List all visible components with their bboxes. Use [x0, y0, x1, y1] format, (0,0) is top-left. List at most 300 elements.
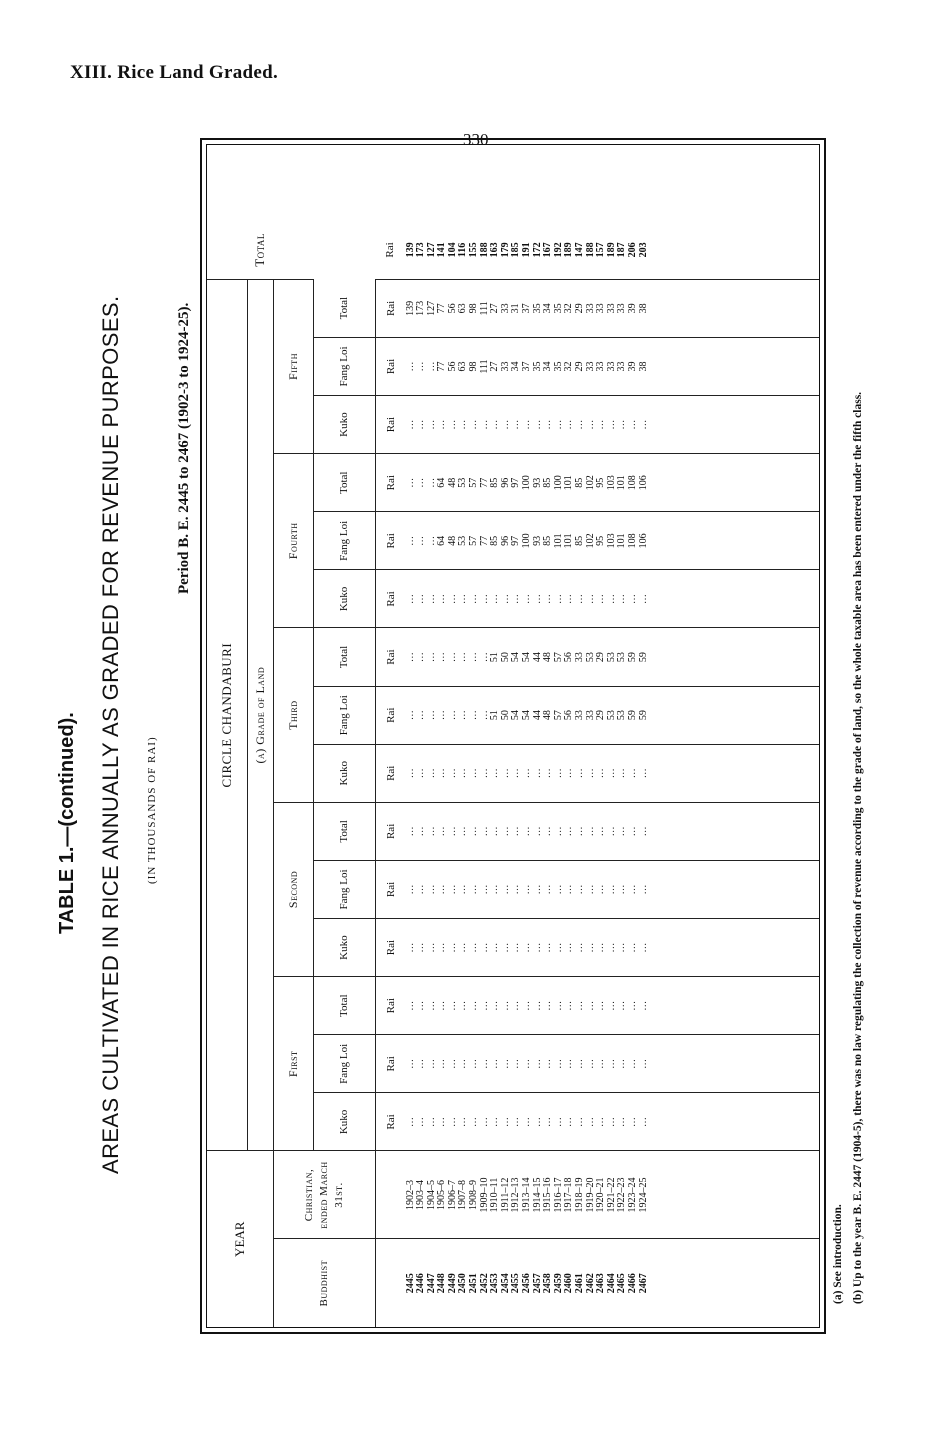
table-cell: 185: [510, 242, 522, 258]
table-cell: 54: [521, 652, 533, 663]
subcol-total-header: Total: [313, 628, 375, 686]
footnote-b: (b) Up to the year B. E. 2447 (1904-5), there was no law regulating the collection of revenue according to the grade of land, so the whole taxable area has been entered under the fifth class.: [852, 391, 864, 1304]
table-cell: 102: [584, 475, 596, 491]
table-cell: …: [499, 1058, 511, 1069]
table-cell: …: [436, 1116, 448, 1127]
table-cell: 139: [404, 242, 416, 258]
table-cell: …: [425, 361, 437, 372]
col-second-total: [406, 802, 820, 860]
table-cell: …: [521, 1058, 533, 1069]
subcol-fang-loi-header: Fang Loi: [313, 686, 375, 744]
subcol-fang-loi-header: Fang Loi: [313, 512, 375, 570]
table-cell: 106: [637, 475, 649, 491]
table-cell: …: [616, 1116, 628, 1127]
table-cell: 33: [584, 361, 596, 372]
table-cell: …: [446, 942, 458, 953]
table-cell: …: [542, 593, 554, 604]
table-cell: …: [510, 768, 522, 779]
table-cell: …: [415, 535, 427, 546]
table-cell: …: [605, 419, 617, 430]
table-cell: …: [468, 710, 480, 721]
table-cell: 2448: [436, 1273, 448, 1294]
table-cell: …: [436, 1000, 448, 1011]
unit-label: Rai: [375, 628, 406, 686]
table-cell: …: [574, 1000, 585, 1011]
table-cell: …: [499, 1116, 511, 1127]
table-cell: …: [415, 361, 427, 372]
table-cell: 93: [531, 477, 543, 488]
table-cell: 33: [595, 361, 607, 372]
table-cell: …: [563, 593, 575, 604]
table-cell: 33: [584, 303, 596, 314]
table-cell: …: [436, 884, 448, 895]
table-cell: 2462: [584, 1273, 596, 1294]
table-cell: 1904–5: [425, 1180, 437, 1210]
table-cell: …: [510, 1058, 522, 1069]
table-cell: 2449: [446, 1273, 458, 1294]
table-cell: 127: [425, 242, 437, 258]
table-cell: …: [478, 710, 490, 721]
unit-label: Rai: [375, 1093, 406, 1151]
table-cell: …: [425, 1116, 437, 1127]
table-cell: 1910–11: [489, 1177, 501, 1213]
col-fourth-kuko: [406, 570, 820, 628]
table-cell: …: [626, 419, 638, 430]
grade-header: (a) Grade of Land: [247, 279, 273, 1151]
table-cell: …: [584, 884, 596, 895]
unit-label: Rai: [375, 337, 406, 395]
table-cell: 77: [436, 303, 448, 314]
table-cell: …: [415, 884, 427, 895]
table-cell: 2453: [489, 1273, 501, 1294]
unit-label: Rai: [375, 454, 406, 512]
table-cell: …: [446, 593, 458, 604]
table-cell: …: [478, 652, 490, 663]
table-cell: 95: [595, 477, 607, 488]
table-cell: 31: [510, 303, 522, 314]
table-cell: 48: [446, 477, 458, 488]
section-header: XIII. Rice Land Graded.: [70, 62, 279, 83]
table-cell: 2467: [637, 1273, 649, 1294]
table-cell: …: [637, 593, 649, 604]
year-header: YEAR: [207, 1151, 273, 1327]
main-title: AREAS CULTIVATED IN RICE ANNUALLY AS GRADED FOR REVENUE PURPOSES.: [98, 295, 123, 1174]
table-cell: …: [457, 826, 469, 837]
table-cell: 2455: [510, 1273, 522, 1294]
table-cell: …: [616, 1000, 628, 1011]
table-cell: …: [637, 1116, 649, 1127]
table-cell: …: [521, 1000, 533, 1011]
col-fifth-total: [406, 279, 820, 337]
table-cell: …: [425, 652, 437, 663]
table-cell: 1902–3: [404, 1180, 416, 1210]
circle-header: CIRCLE CHANDABURI: [207, 279, 247, 1151]
table-cell: …: [574, 1058, 585, 1069]
subcol-fang-loi-header: Fang Loi: [313, 1035, 375, 1093]
col-third-kuko: [406, 744, 820, 802]
grand-total-column: [406, 221, 820, 279]
table-cell: …: [531, 826, 543, 837]
table-cell: …: [552, 884, 564, 895]
table-cell: …: [404, 535, 416, 546]
table-cell: …: [510, 1116, 522, 1127]
table-cell: 173: [415, 300, 427, 316]
table-cell: …: [531, 768, 543, 779]
table-cell: …: [415, 942, 427, 953]
table-cell: …: [595, 1058, 607, 1069]
table-cell: …: [446, 884, 458, 895]
unit-label: Rai: [375, 512, 406, 570]
table-cell: 1909–10: [478, 1177, 490, 1213]
table-cell: 53: [457, 477, 469, 488]
table-cell: 29: [595, 710, 607, 721]
table-cell: 34: [542, 303, 554, 314]
table-cell: …: [446, 1116, 458, 1127]
grade-second-header: Second: [273, 802, 313, 976]
table-cell: …: [489, 884, 501, 895]
table-cell: …: [499, 419, 511, 430]
unit-label: Rai: [375, 977, 406, 1035]
table-cell: …: [616, 942, 628, 953]
table-cell: …: [521, 419, 533, 430]
table-cell: 33: [499, 361, 511, 372]
col-first-total: [406, 977, 820, 1035]
table-cell: 2463: [595, 1273, 607, 1294]
table-cell: 77: [436, 361, 448, 372]
table-cell: 102: [584, 533, 596, 549]
table-cell: …: [531, 1058, 543, 1069]
table-cell: 29: [595, 652, 607, 663]
table-cell: …: [626, 593, 638, 604]
table-cell: …: [468, 593, 480, 604]
table-cell: 33: [616, 361, 628, 372]
table-cell: 33: [584, 710, 596, 721]
table-cell: …: [584, 593, 596, 604]
table-cell: …: [616, 419, 628, 430]
table-cell: 101: [563, 533, 575, 549]
table-cell: …: [478, 826, 490, 837]
table-cell: …: [521, 593, 533, 604]
table-cell: …: [499, 942, 511, 953]
table-cell: 147: [574, 242, 585, 258]
unit-label: Rai: [375, 744, 406, 802]
table-frame: [200, 138, 826, 1334]
table-cell: …: [436, 652, 448, 663]
table-cell: 44: [531, 710, 543, 721]
table-cell: 188: [584, 242, 596, 258]
col-first-fang-loi: [406, 1035, 820, 1093]
table-cell: …: [478, 593, 490, 604]
table-cell: 2451: [468, 1273, 480, 1294]
table-cell: …: [446, 826, 458, 837]
table-cell: …: [521, 884, 533, 895]
table-cell: …: [457, 1058, 469, 1069]
table-cell: 1907–8: [457, 1180, 469, 1210]
table-cell: …: [404, 1058, 416, 1069]
table-cell: …: [446, 419, 458, 430]
table-cell: …: [563, 419, 575, 430]
table-cell: 103: [605, 475, 617, 491]
table-cell: …: [542, 826, 554, 837]
table-cell: …: [489, 768, 501, 779]
table-cell: 188: [478, 242, 490, 258]
table-cell: 2464: [605, 1273, 617, 1294]
table-cell: …: [616, 768, 628, 779]
table-cell: 96: [499, 535, 511, 546]
table-cell: 101: [563, 475, 575, 491]
table-cell: 2459: [552, 1273, 564, 1294]
table-cell: 39: [626, 303, 638, 314]
table-cell: …: [415, 768, 427, 779]
table-cell: 111: [478, 301, 490, 316]
table-cell: …: [616, 1058, 628, 1069]
table-cell: 50: [499, 652, 511, 663]
christian-year-column: [406, 1151, 820, 1239]
table-cell: 1911–12: [499, 1177, 511, 1213]
table-cell: …: [446, 652, 458, 663]
table-cell: …: [478, 1058, 490, 1069]
table-cell: …: [595, 1000, 607, 1011]
table-cell: …: [415, 826, 427, 837]
table-cell: …: [552, 942, 564, 953]
table-cell: 2461: [574, 1273, 585, 1294]
table-cell: …: [415, 1058, 427, 1069]
table-cell: …: [563, 884, 575, 895]
table-cell: 108: [626, 533, 638, 549]
table-cell: …: [605, 942, 617, 953]
table-cell: …: [595, 593, 607, 604]
table-cell: 54: [521, 710, 533, 721]
table-cell: 1919–20: [584, 1177, 596, 1213]
table-cell: …: [457, 884, 469, 895]
table-cell: …: [478, 884, 490, 895]
table-cell: 63: [457, 361, 469, 372]
table-cell: 59: [626, 652, 638, 663]
table-cell: …: [404, 826, 416, 837]
table-cell: 50: [499, 710, 511, 721]
table-cell: …: [489, 942, 501, 953]
table-cell: …: [446, 1058, 458, 1069]
subcol-total-header: Total: [313, 802, 375, 860]
table-cell: …: [552, 768, 564, 779]
subcol-total-header: Total: [313, 454, 375, 512]
table-cell: 106: [637, 533, 649, 549]
table-cell: …: [626, 1000, 638, 1011]
table-cell: 54: [510, 710, 522, 721]
col-second-fang-loi: [406, 860, 820, 918]
table-cell: …: [584, 942, 596, 953]
table-cell: …: [605, 768, 617, 779]
table-cell: 44: [531, 652, 543, 663]
table-cell: …: [468, 826, 480, 837]
table-cell: …: [616, 593, 628, 604]
grade-third-header: Third: [273, 628, 313, 802]
buddhist-year-column: [406, 1239, 820, 1327]
table-cell: …: [415, 1000, 427, 1011]
table-cell: …: [542, 419, 554, 430]
table-cell: …: [531, 1000, 543, 1011]
table-cell: 33: [605, 361, 617, 372]
table-cell: 163: [489, 242, 501, 258]
table-cell: 1906–7: [446, 1180, 458, 1210]
table-cell: …: [468, 942, 480, 953]
table-cell: …: [457, 652, 469, 663]
table-cell: 96: [499, 477, 511, 488]
table-cell: 34: [510, 361, 522, 372]
table-cell: …: [521, 1116, 533, 1127]
subcol-kuko-header: Kuko: [313, 919, 375, 977]
table-cell: 97: [510, 535, 522, 546]
table-cell: …: [404, 768, 416, 779]
unit-label: Rai: [375, 860, 406, 918]
table-cell: 53: [457, 535, 469, 546]
table-cell: 139: [404, 300, 416, 316]
table-cell: …: [468, 768, 480, 779]
table-cell: …: [446, 1000, 458, 1011]
table-cell: …: [415, 710, 427, 721]
col-fifth-fang-loi: [406, 337, 820, 395]
table-cell: …: [563, 768, 575, 779]
table-cell: …: [574, 419, 585, 430]
table-cell: …: [574, 768, 585, 779]
table-cell: …: [637, 942, 649, 953]
table-cell: 2454: [499, 1273, 511, 1294]
table-cell: 53: [605, 652, 617, 663]
table-cell: 1914–15: [531, 1177, 543, 1213]
table-cell: …: [552, 826, 564, 837]
subcol-total-header: Total: [313, 977, 375, 1035]
table-cell: …: [510, 942, 522, 953]
table-cell: …: [425, 710, 437, 721]
table-cell: 1924–25: [637, 1177, 649, 1213]
table-cell: 1920–21: [595, 1177, 607, 1213]
table-cell: 59: [626, 710, 638, 721]
table-cell: …: [499, 768, 511, 779]
table-cell: …: [637, 826, 649, 837]
table-cell: 103: [605, 533, 617, 549]
buddhist-header: Buddhist: [273, 1239, 375, 1327]
table-cell: 155: [468, 242, 480, 258]
table-cell: …: [457, 710, 469, 721]
subcol-kuko-header: Kuko: [313, 1093, 375, 1151]
table-cell: …: [404, 419, 416, 430]
table-cell: …: [468, 1058, 480, 1069]
table-cell: …: [425, 884, 437, 895]
table-cell: 1916–17: [552, 1177, 564, 1213]
table-cell: …: [563, 826, 575, 837]
table-cell: …: [415, 652, 427, 663]
table-cell: 1915–16: [542, 1177, 554, 1213]
table-cell: …: [499, 826, 511, 837]
subcol-total-header: Total: [313, 279, 375, 337]
table-cell: …: [478, 942, 490, 953]
table-cell: …: [425, 768, 437, 779]
table-cell: …: [574, 593, 585, 604]
table-cell: …: [457, 768, 469, 779]
table-cell: …: [415, 477, 427, 488]
table-cell: …: [510, 419, 522, 430]
rotated-table-page: [0, 74, 950, 1334]
table-cell: …: [531, 593, 543, 604]
table-cell: …: [563, 942, 575, 953]
table-cell: …: [616, 884, 628, 895]
table-cell: …: [468, 652, 480, 663]
units-subtitle: (IN THOUSANDS OF RAI): [146, 736, 158, 884]
table-cell: 2460: [563, 1273, 575, 1294]
table-cell: 59: [637, 710, 649, 721]
table-cell: …: [542, 1116, 554, 1127]
table-cell: …: [425, 1000, 437, 1011]
table-cell: …: [637, 1000, 649, 1011]
unit-label: Rai: [375, 570, 406, 628]
table-cell: …: [637, 419, 649, 430]
table-cell: 56: [563, 652, 575, 663]
table-cell: …: [468, 1116, 480, 1127]
table-cell: 48: [542, 652, 554, 663]
table-cell: …: [425, 826, 437, 837]
table-cell: 53: [584, 652, 596, 663]
table-cell: 33: [605, 303, 617, 314]
table-cell: …: [510, 826, 522, 837]
table-cell: 2456: [521, 1273, 533, 1294]
table-cell: …: [616, 826, 628, 837]
table-cell: …: [425, 1058, 437, 1069]
table-cell: …: [563, 1116, 575, 1127]
table-cell: …: [404, 652, 416, 663]
table-cell: 189: [605, 242, 617, 258]
table-cell: …: [626, 884, 638, 895]
table-cell: 172: [531, 242, 543, 258]
table-cell: 29: [574, 303, 585, 314]
col-third-fang-loi: [406, 686, 820, 744]
table-cell: 187: [616, 242, 628, 258]
grade-first-header: First: [273, 977, 313, 1151]
period-title: Period B. E. 2445 to 2467 (1902-3 to 1924-25).: [176, 302, 192, 594]
table-cell: …: [404, 942, 416, 953]
table-cell: …: [436, 710, 448, 721]
table-cell: 2445: [404, 1273, 416, 1294]
table-cell: 63: [457, 303, 469, 314]
table-cell: 38: [637, 361, 649, 372]
table-cell: …: [531, 419, 543, 430]
table-cell: 85: [542, 535, 554, 546]
table-cell: 167: [542, 242, 554, 258]
table-cell: 179: [499, 242, 511, 258]
table-cell: …: [542, 1000, 554, 1011]
table-cell: …: [574, 826, 585, 837]
table-cell: …: [521, 942, 533, 953]
table-cell: …: [457, 419, 469, 430]
table-cell: …: [637, 768, 649, 779]
table-cell: …: [436, 419, 448, 430]
unit-label: Rai: [375, 1035, 406, 1093]
table-cell: …: [563, 1000, 575, 1011]
table-cell: …: [404, 884, 416, 895]
table-cell: 32: [563, 303, 575, 314]
table-cell: 57: [552, 710, 564, 721]
table-cell: 59: [637, 652, 649, 663]
table-cell: 100: [521, 533, 533, 549]
unit-label: Rai: [375, 221, 406, 279]
table-cell: …: [425, 535, 437, 546]
table-cell: 116: [457, 242, 469, 258]
unit-label: Rai: [375, 279, 406, 337]
table-cell: …: [605, 1116, 617, 1127]
table-cell: 1908–9: [468, 1180, 480, 1210]
table-cell: …: [415, 1116, 427, 1127]
table-cell: …: [542, 884, 554, 895]
table-cell: …: [626, 1116, 638, 1127]
